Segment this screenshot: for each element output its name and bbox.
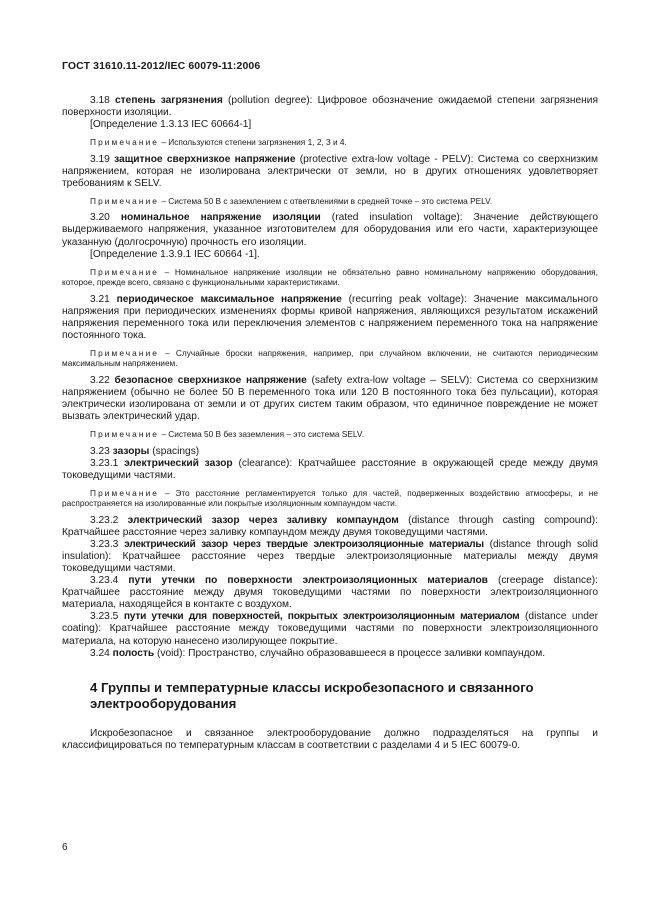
- note-label: Примечание: [90, 347, 160, 358]
- note-label: Примечание: [90, 487, 160, 498]
- document-header: ГОСТ 31610.11-2012/IEC 60079-11:2006: [62, 60, 261, 72]
- page-number: 6: [62, 842, 68, 853]
- note-label: Примечание: [90, 266, 160, 277]
- term-number: 3.23.3: [90, 538, 119, 550]
- term-number: 3.22: [90, 374, 110, 386]
- note: [62, 267, 598, 288]
- term-3-23-2: [62, 515, 598, 539]
- term-definition: (spacings): [152, 445, 200, 457]
- term-number: 3.21: [90, 293, 110, 305]
- term-title: зазоры: [112, 445, 150, 457]
- term-title: защитное сверхнизкое напряжение: [114, 153, 296, 165]
- note-text: – Номинальное напряжение изоляции не обязательно равно номинальному напряжению оборудования, которое, прежде всего, связано с функциональными характеристиками.: [62, 266, 598, 288]
- term-3-24: [62, 648, 598, 660]
- term-definition: (pollution degree): Цифровое обозначение ожидаемой степени загрязнения поверхности изоляции.: [62, 95, 598, 119]
- section-heading: 4 Группы и температурные классы искробезопасного и связанного электрооборудования: [90, 679, 534, 711]
- term-definition: (clearance): Кратчайшее расстояние в окружающей среде между двумя токоведущими частями.: [62, 457, 598, 481]
- term-definition: (protective extra-low voltage - PELV): Система со сверхнизким напряжением, которая не изолирована электрически от земли, но в других отношениях удовлетворяет требованиям к SELV.: [62, 153, 598, 189]
- note-text: – Это расстояние регламентируется только для частей, подверженных воздействию атмосферы, и не распространяется на изолированные или покрытые изоляционным компаундом части.: [62, 487, 598, 509]
- term-title: полость: [112, 647, 155, 659]
- term-title: электрический зазор через твердые электроизоляционные материалы: [124, 538, 484, 550]
- note: [62, 488, 598, 509]
- definition-reference: [Определение 1.3.13 IEC 60664-1]: [90, 119, 252, 131]
- term-number: 3.24: [90, 647, 110, 659]
- term-title: электрический зазор через заливку компаундом: [127, 514, 399, 526]
- term-title: пути утечки по поверхности электроизоляционных материалов: [128, 575, 488, 587]
- term-3-23-3: [62, 539, 598, 575]
- term-definition: (distance under coating): Кратчайшее расстояние между токоведущими частями по поверхности электроизоляционного материала, на которую нанесено изолирующее покрытие.: [62, 611, 598, 647]
- note-text: – Случайные броски напряжения, например, при случайном включении, не считаются периодическим максимальным напряжением.: [62, 347, 598, 369]
- note: [62, 137, 598, 147]
- term-3-21: [62, 294, 598, 342]
- term-number: 3.23.1: [90, 457, 119, 469]
- term-3-23-4: [62, 575, 598, 611]
- term-title: периодическое максимальное напряжение: [116, 293, 342, 305]
- term-definition: (creepage distance): Кратчайшее расстояние между двумя токоведущими частями по поверхности электроизоляционного материала, находящейся в контакте с воздухом.: [62, 575, 598, 611]
- note-label: Примечание: [90, 195, 160, 206]
- term-definition: (distance through solid insulation): Кратчайшее расстояние через твердые электроизоляционные материалы между двумя токоведущими частями.: [62, 538, 598, 574]
- term-definition: (rated insulation voltage): Значение действующего выдерживаемого напряжения, указанное изготовителем для оборудования или его части, характеризующее указанную (долгосрочную) прочность его изоляции.: [62, 212, 598, 248]
- note-label: Примечание: [90, 137, 160, 148]
- note-text: – Система 50 В без заземления – это система SELV.: [161, 429, 364, 440]
- term-3-22: [62, 375, 598, 423]
- term-title: номинальное напряжение изоляции: [120, 212, 321, 224]
- term-3-19: [62, 154, 598, 190]
- term-number: 3.23.5: [90, 611, 119, 623]
- term-3-23-1: [62, 458, 598, 482]
- term-definition: (distance through casting compound): Кратчайшее расстояние через заливку компаундом между двумя токоведущими частями.: [62, 514, 598, 538]
- term-number: 3.20: [90, 212, 110, 224]
- term-title: электрический зазор: [124, 457, 233, 469]
- term-title: степень загрязнения: [115, 95, 223, 106]
- note-text: – Система 50 В с заземлением с ответвлениями в средней точке – это система PELV.: [161, 195, 493, 206]
- term-number: 3.19: [90, 153, 110, 165]
- term-number: 3.23.2: [90, 514, 119, 526]
- term-definition: (recurring peak voltage): Значение максимального напряжения при периодических изменениях формы кривой напряжения, являющихся результатом искажений напряжения переменного тока или переключения элементов с напряжением переменного тока на напряжение постоянного тока.: [62, 293, 598, 341]
- term-number: 3.18: [90, 95, 110, 106]
- term-title: пути утечки для поверхностей, покрытых электроизоляционным материалом: [123, 611, 520, 623]
- section-paragraph: Искробезопасное и связанное электрооборудование должно подразделяться на группы и классифицироваться по температурным классам в соответствии с разделами 4 и 5 IEC 60079-0.: [62, 727, 598, 751]
- term-3-23-5: [62, 611, 598, 647]
- document-body: [62, 95, 598, 752]
- term-definition: (void): Пространство, случайно образовавшееся в процессе заливки компаундом.: [156, 647, 546, 659]
- term-3-23: [62, 446, 598, 458]
- note: [62, 348, 598, 369]
- term-number: 3.23: [90, 445, 110, 457]
- note: [62, 196, 598, 206]
- note-text: – Используются степени загрязнения 1, 2, 3 и 4.: [161, 137, 347, 148]
- term-number: 3.23.4: [90, 575, 119, 587]
- term-title: безопасное сверхнизкое напряжение: [114, 374, 307, 386]
- term-3-20: [62, 212, 598, 248]
- note: [62, 429, 598, 439]
- term-3-18: [62, 95, 598, 119]
- term-definition: (safety extra-low voltage – SELV): Система со сверхнизким напряжением (обычно не более 50 В переменного тока или 120 В постоянного тока без пульсации), которая электрически изолирована от земли и от других систем таким образом, что единичное повреждение не может вызвать электрический удар.: [62, 374, 598, 423]
- definition-reference: [Определение 1.3.9.1 IEC 60664 -1].: [90, 248, 260, 260]
- note-label: Примечание: [90, 429, 160, 440]
